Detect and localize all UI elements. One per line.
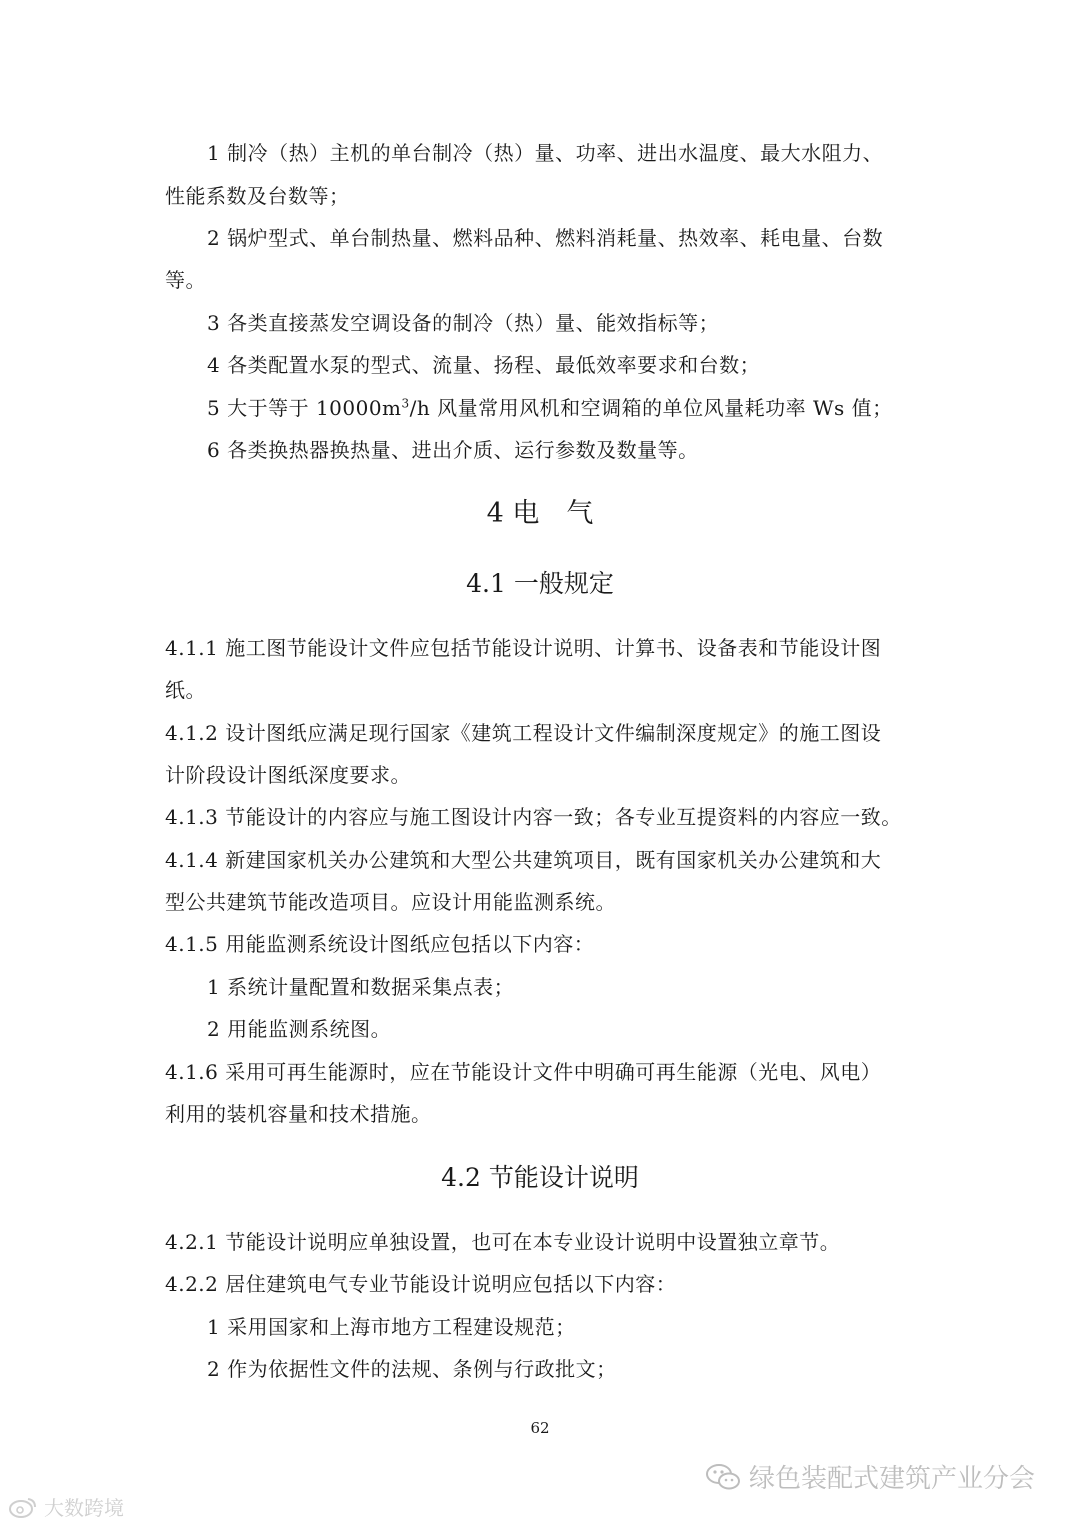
list-item-continuation: 性能系数及台数等；: [165, 184, 350, 208]
list-item: 4 各类配置水泵的型式、流量、扬程、最低效率要求和台数；: [207, 353, 761, 377]
list-item: 6 各类换热器换热量、进出介质、运行参数及数量等。: [207, 438, 699, 462]
list-item: 2 锅炉型式、单台制热量、燃料品种、燃料消耗量、热效率、耗电量、台数: [207, 226, 884, 250]
clause-continuation: 纸。: [165, 678, 206, 702]
clause: 4.1.6 采用可再生能源时，应在节能设计文件中明确可再生能源（光电、风电）: [165, 1060, 882, 1084]
clause: 4.1.3 节能设计的内容应与施工图设计内容一致；各专业互提资料的内容应一致。: [165, 805, 902, 829]
wechat-icon: [705, 1463, 741, 1491]
list-item-text-a: 5 大于等于 10000m: [207, 396, 402, 420]
list-item: 1 制冷（热）主机的单台制冷（热）量、功率、进出水温度、最大水阻力、: [207, 141, 884, 165]
clause: 4.1.5 用能监测系统设计图纸应包括以下内容：: [165, 932, 595, 956]
list-item: 1 采用国家和上海市地方工程建设规范；: [207, 1315, 576, 1339]
list-item-continuation: 等。: [165, 268, 206, 292]
watermark-left-text: 大数跨境: [44, 1496, 124, 1520]
clause-continuation: 利用的装机容量和技术措施。: [165, 1102, 432, 1126]
watermark-right: [705, 1458, 1035, 1495]
clause: 4.1.2 设计图纸应满足现行国家《建筑工程设计文件编制深度规定》的施工图设: [165, 721, 882, 745]
weibo-icon: [8, 1496, 38, 1518]
list-item-text-b: /h 风量常用风机和空调箱的单位风量耗功率 Ws 值；: [409, 396, 893, 420]
clause: 4.1.4 新建国家机关办公建筑和大型公共建筑项目，既有国家机关办公建筑和大: [165, 848, 882, 872]
clause: 4.2.1 节能设计说明应单独设置，也可在本专业设计说明中设置独立章节。: [165, 1230, 841, 1254]
clause-continuation: 计阶段设计图纸深度要求。: [165, 763, 411, 787]
chapter-title: 4 电 气: [486, 498, 594, 529]
clause: 4.1.1 施工图节能设计文件应包括节能设计说明、计算书、设备表和节能设计图: [165, 636, 882, 660]
section-title: 4.2 节能设计说明: [441, 1163, 639, 1192]
list-item: [207, 394, 893, 422]
section-title: 4.1 一般规定: [466, 569, 614, 598]
page-number: 62: [530, 1419, 550, 1437]
clause-continuation: 型公共建筑节能改造项目。应设计用能监测系统。: [165, 890, 616, 914]
list-item: 2 用能监测系统图。: [207, 1017, 392, 1041]
watermark-left: [8, 1492, 124, 1521]
list-item: 3 各类直接蒸发空调设备的制冷（热）量、能效指标等；: [207, 311, 720, 335]
watermark-right-text: 绿色装配式建筑产业分会: [749, 1464, 1036, 1494]
clause: 4.2.2 居住建筑电气专业节能设计说明应包括以下内容：: [165, 1272, 677, 1296]
superscript: 3: [401, 396, 410, 411]
list-item: 2 作为依据性文件的法规、条例与行政批文；: [207, 1357, 617, 1381]
list-item: 1 系统计量配置和数据采集点表；: [207, 975, 515, 999]
